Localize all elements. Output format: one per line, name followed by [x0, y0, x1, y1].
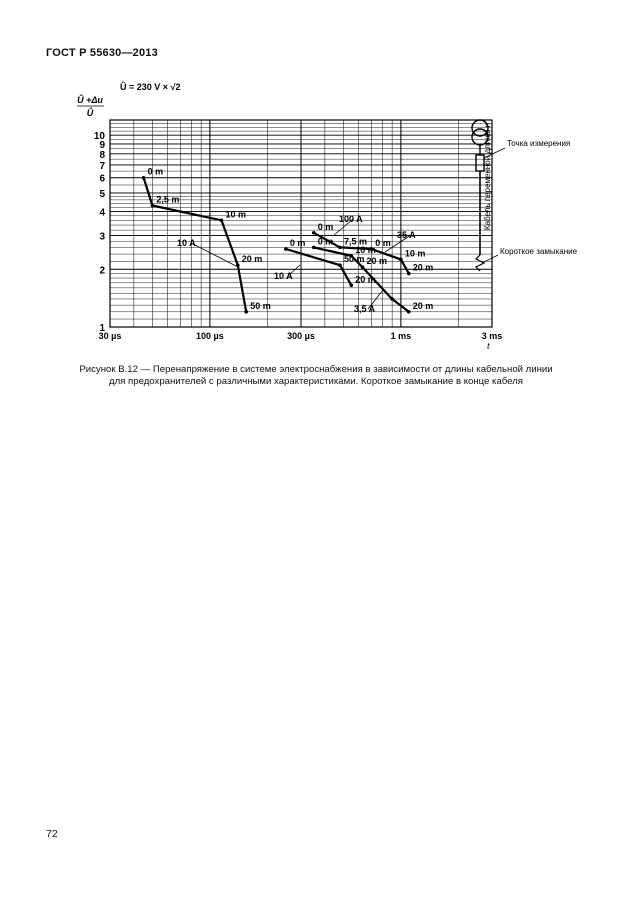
x-tick-label: 100 µs	[196, 331, 224, 341]
series-name-label: 10 A	[274, 271, 293, 281]
point-label: 0 m	[317, 236, 334, 247]
point-label: 10 m	[355, 244, 376, 255]
data-point	[220, 218, 224, 222]
y-tick-label: 10	[93, 131, 105, 143]
point-label: 0 m	[147, 166, 164, 177]
data-point	[284, 247, 288, 251]
series-name-label: 35 A	[397, 230, 416, 240]
data-point	[151, 204, 155, 208]
y-tick-label: 2	[99, 265, 105, 277]
y-tick-label: 1	[99, 323, 105, 334]
point-label: 2,5 m	[156, 194, 180, 205]
point-label: 0 m	[289, 238, 306, 249]
y-tick-label: 6	[99, 173, 105, 185]
point-label: 20 m	[366, 256, 388, 267]
page-number: 72	[46, 828, 58, 840]
x-tick-label: 300 µs	[287, 331, 315, 341]
data-point	[399, 258, 403, 262]
data-point	[390, 297, 394, 301]
document-header: ГОСТ Р 55630—2013	[46, 47, 158, 59]
point-label: 0 m	[375, 238, 391, 249]
data-point	[142, 176, 146, 180]
data-point	[244, 310, 248, 314]
series-name-label: 100 A	[339, 214, 363, 224]
data-point	[236, 263, 240, 267]
chart-grid	[110, 120, 492, 327]
data-point	[349, 283, 353, 287]
x-tick-label: 3 ms	[481, 331, 503, 341]
point-label: 20 m	[412, 262, 434, 273]
caption-line-1: Рисунок В.12 — Перенапряжение в системе электроснабжения в зависимости от длины кабельной линии	[79, 364, 553, 375]
overvoltage-chart	[0, 0, 630, 360]
point-label: 50 m	[250, 300, 271, 311]
figure-caption	[46, 364, 586, 388]
data-point	[407, 310, 411, 314]
y-tick-label: 4	[99, 207, 105, 219]
inset-label-measure-point: Точка измерения	[507, 139, 571, 148]
series-name-label: 3,5 A	[354, 304, 376, 314]
point-label: 10 m	[225, 209, 246, 220]
point-label: 0 m	[317, 221, 334, 232]
y-tick-label: 7	[99, 160, 105, 172]
x-axis-label: t	[487, 341, 490, 352]
point-label: 10 m	[404, 248, 426, 259]
point-label: 20 m	[241, 254, 263, 265]
point-label: 20 m	[412, 300, 434, 311]
y-tick-label: 9	[99, 139, 105, 151]
point-label: 7,5 m	[343, 236, 368, 247]
point-label: 50 m	[343, 254, 365, 265]
data-point	[407, 272, 411, 276]
data-point	[338, 246, 342, 250]
inset-label-short-circuit: Короткое замыкание	[500, 247, 578, 256]
inset-label-cable: Кабель переменной длины n	[483, 122, 492, 230]
caption-line-2: для предохранителей с различными характеристиками. Короткое замыкание в конце кабеля	[109, 376, 523, 387]
x-tick-label: 1 ms	[390, 331, 412, 341]
y-tick-label: 3	[99, 231, 105, 243]
data-point	[312, 231, 316, 235]
x-tick-label: 30 µs	[98, 331, 122, 341]
y-tick-label: 5	[99, 188, 105, 200]
data-point	[338, 263, 342, 267]
chart-title: Û = 230 V × √2	[120, 82, 181, 92]
y-axis-label-bottom: Û	[86, 108, 94, 118]
y-axis-label-top: Û +Δu	[77, 95, 103, 105]
data-point	[312, 246, 316, 250]
series-name-label: 10 A	[177, 238, 196, 248]
y-tick-label: 8	[99, 149, 105, 161]
data-point	[361, 265, 365, 269]
point-label: 20 m	[355, 274, 376, 285]
